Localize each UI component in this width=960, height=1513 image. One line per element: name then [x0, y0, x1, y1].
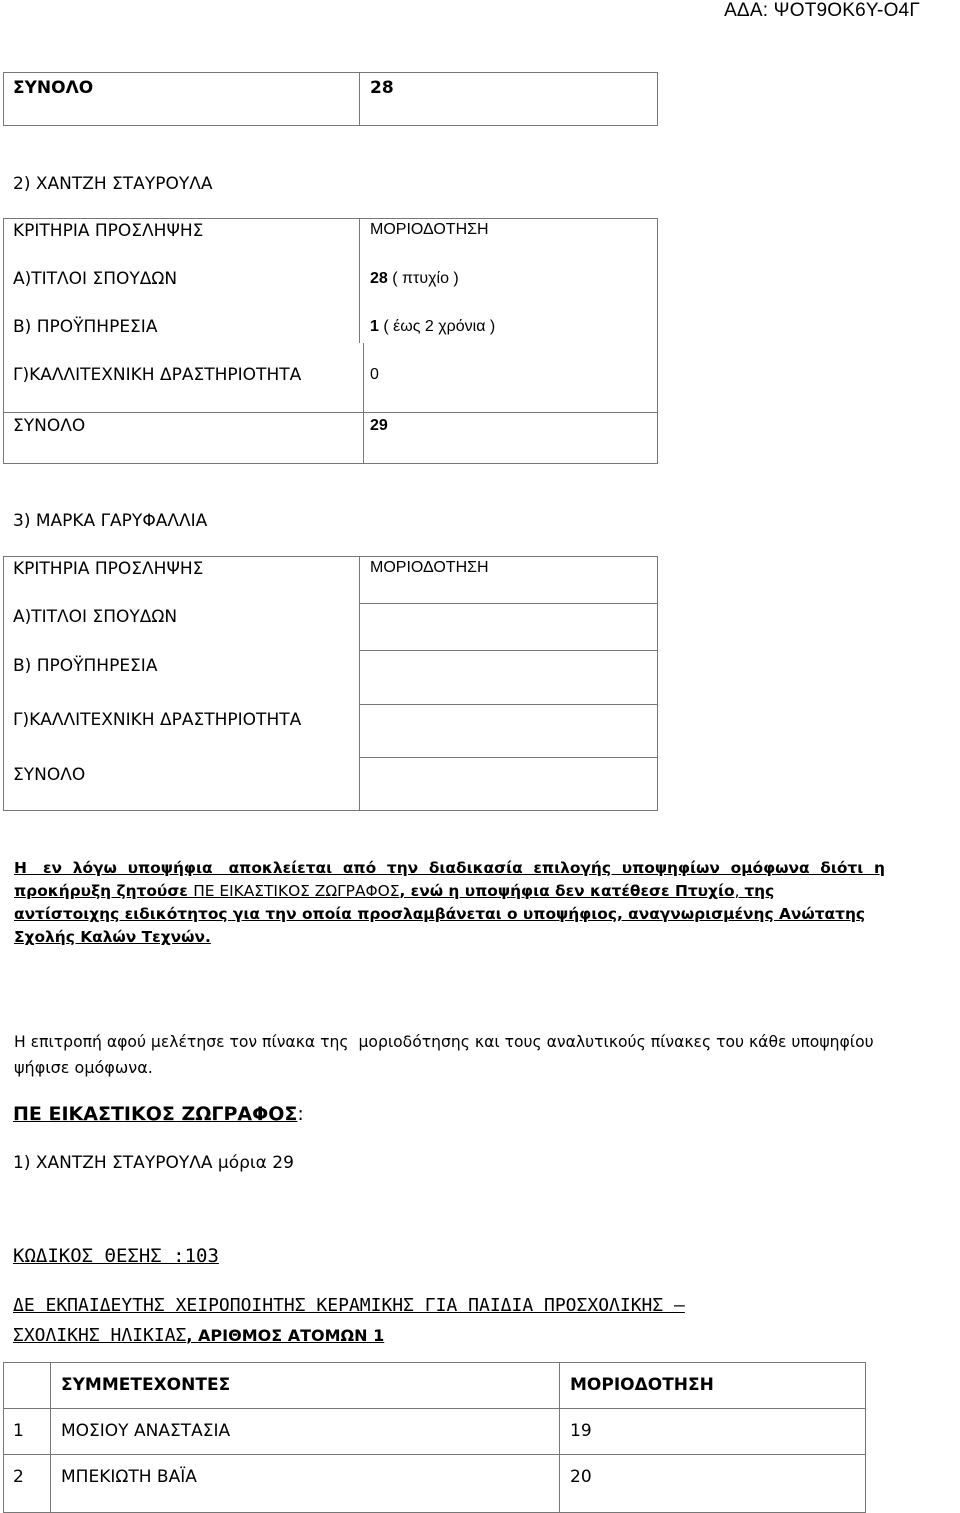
top-total-value: 28: [370, 78, 394, 98]
specialty-result: 1) ΧΑΝΤΖΗ ΣΤΑΥΡΟΥΛΑ μόρια 29: [13, 1153, 294, 1173]
participant-score: 20: [570, 1467, 592, 1487]
top-total-label: ΣΥΝΟΛΟ: [13, 78, 94, 98]
position-title-line1: ΔΕ ΕΚΠΑΙΔΕΥΤΗΣ ΧΕΙΡΟΠΟΙΗΤΗΣ ΚΕΡΑΜΙΚΗΣ ΓΙΑ ΠΑΙΔΙΑ ΠΡΟΣΧΟΛΙΚΗΣ –: [13, 1295, 685, 1316]
specialty-heading: ΠΕ ΕΙΚΑΣΤΙΚΟΣ ΖΩΓΡΑΦΟΣ: [13, 1103, 298, 1125]
specialty-colon: :: [297, 1103, 304, 1125]
exclusion-line: Η εν λόγω υποψήφια αποκλείεται από την διαδικασία επιλογής υποψηφίων ομόφωνα διότι η: [14, 859, 885, 877]
exclusion-line: Σχολής Καλών Τεχνών.: [14, 928, 211, 946]
position-age-group: ΣΧΟΛΙΚΗΣ ΗΛΙΚΙΑΣ: [13, 1325, 187, 1346]
candidate2-total-value: 29: [370, 417, 388, 434]
ada-code: ΑΔΑ: ΨΟΤ9ΟΚ6Υ-Ο4Γ: [724, 0, 920, 21]
participant-number: 1: [13, 1421, 24, 1441]
candidate2-total-label: ΣΥΝΟΛΟ: [13, 416, 86, 436]
position-people-count: , ΑΡΙΘΜΟΣ ΑΤΟΜΩΝ 1: [186, 1326, 385, 1345]
candidate3-header-criteria: ΚΡΙΤΗΡΙΑ ΠΡΟΣΛΗΨΗΣ: [13, 559, 204, 579]
participants-header-score: ΜΟΡΙΟΔΟΤΗΣΗ: [570, 1375, 714, 1395]
candidate3-row-label: Β) ΠΡΟΫΠΗΡΕΣΙΑ: [13, 656, 158, 676]
participant-number: 2: [13, 1467, 24, 1487]
committee-line: ψήφισε ομόφωνα.: [14, 1058, 153, 1077]
exclusion-line: προκήρυξη ζητούσε ΠΕ ΕΙΚΑΣΤΙΚΟΣ ΖΩΓΡΑΦΟΣ, ενώ η υποψήφια δεν κατέθεσε Πτυχίο, της: [14, 882, 775, 900]
candidate2-row-score: 1 ( έως 2 χρόνια ): [370, 318, 496, 335]
position-code: ΚΩΔΙΚΟΣ ΘΕΣΗΣ :103: [13, 1245, 219, 1267]
candidate3-total-label: ΣΥΝΟΛΟ: [13, 765, 86, 785]
participant-score: 19: [570, 1421, 592, 1441]
participant-name: ΜΠΕΚΙΩΤΗ ΒΑΪΑ: [61, 1467, 197, 1487]
participant-name: ΜΟΣΙΟΥ ΑΝΑΣΤΑΣΙΑ: [61, 1421, 231, 1441]
candidate2-row-label: Γ)ΚΑΛΛΙΤΕΧΝΙΚΗ ΔΡΑΣΤΗΡΙΟΤΗΤΑ: [13, 365, 302, 385]
candidate2-row-label: Β) ΠΡΟΫΠΗΡΕΣΙΑ: [13, 317, 158, 337]
candidate2-row-score: 0: [370, 366, 379, 383]
candidate2-header-criteria: ΚΡΙΤΗΡΙΑ ΠΡΟΣΛΗΨΗΣ: [13, 221, 204, 241]
candidate3-title: 3) ΜΑΡΚΑ ΓΑΡΥΦΑΛΛΙΑ: [13, 511, 208, 531]
candidate3-row-label: Γ)ΚΑΛΛΙΤΕΧΝΙΚΗ ΔΡΑΣΤΗΡΙΟΤΗΤΑ: [13, 710, 302, 730]
candidate2-row-score: 28 ( πτυχίο ): [370, 270, 459, 287]
candidate3-header-score: ΜΟΡΙΟΔΟΤΗΣΗ: [370, 559, 489, 576]
position-title-line2: [13, 1325, 384, 1346]
committee-line: Η επιτροπή αφού μελέτησε τον πίνακα της μοριοδότησης και τους αναλυτικούς πίνακες του κάθε υποψηφίου: [14, 1033, 874, 1051]
candidate3-row-label: Α)ΤΙΤΛΟΙ ΣΠΟΥΔΩΝ: [13, 607, 178, 627]
candidate2-header-score: ΜΟΡΙΟΔΟΤΗΣΗ: [370, 221, 489, 238]
exclusion-line: αντίστοιχης ειδικότητος για την οποία προσλαμβάνεται ο υποψήφιος, αναγνωρισμένης Ανώτατης: [14, 905, 866, 923]
exclusion-paragraph: [14, 857, 958, 949]
specialty-heading-block: [13, 1103, 304, 1125]
candidate2-row-label: Α)ΤΙΤΛΟΙ ΣΠΟΥΔΩΝ: [13, 269, 178, 289]
committee-paragraph: [14, 1030, 958, 1080]
candidate2-title: 2) ΧΑΝΤΖΗ ΣΤΑΥΡΟΥΛΑ: [13, 174, 213, 194]
participants-header-name: ΣΥΜΜΕΤΕΧΟΝΤΕΣ: [61, 1375, 231, 1395]
